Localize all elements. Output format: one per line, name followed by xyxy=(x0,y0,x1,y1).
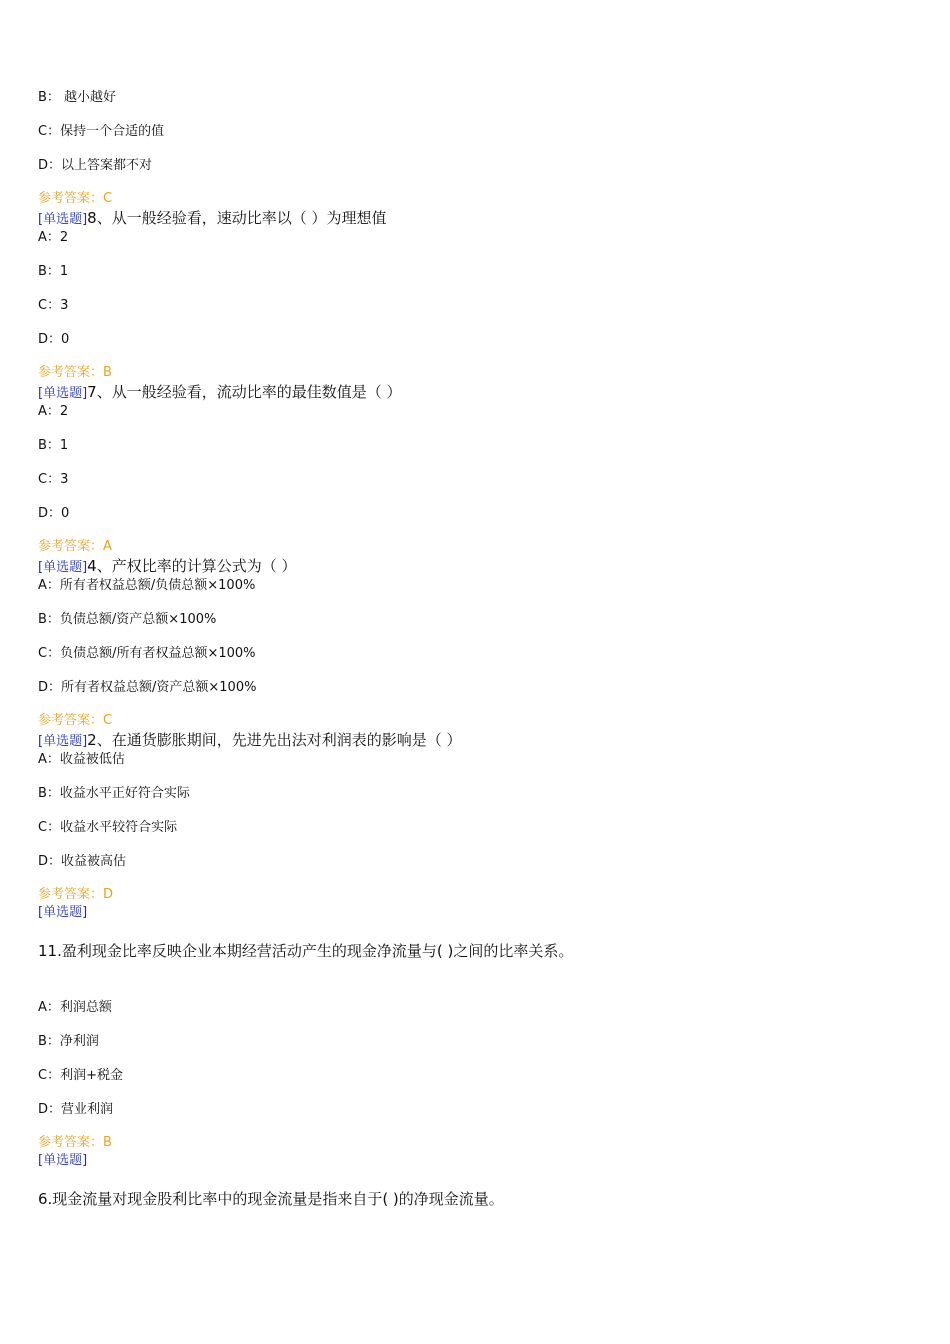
question-heading xyxy=(38,730,918,750)
question-block-11 xyxy=(38,904,918,1152)
document-page xyxy=(38,88,918,1210)
question-text: 11.盈利现金比率反映企业本期经营活动产生的现金净流量与( )之间的比率关系。 xyxy=(38,942,574,960)
question-type-tag: [单选题] xyxy=(38,212,88,227)
option-c: C：保持一个合适的值 xyxy=(38,124,165,139)
option-c: C：3 xyxy=(38,298,69,313)
question-heading xyxy=(38,556,918,576)
question-block-4 xyxy=(38,556,918,730)
option-c: C：3 xyxy=(38,472,69,487)
question-number: 7 xyxy=(87,383,97,401)
question-block-2 xyxy=(38,730,918,904)
option-a: A：利润总额 xyxy=(38,1000,112,1015)
option-b: B：1 xyxy=(38,264,69,279)
option-c: C：收益水平较符合实际 xyxy=(38,820,178,835)
question-type-tag: [单选题] xyxy=(38,905,88,920)
option-a: A：2 xyxy=(38,230,69,245)
question-number: 4 xyxy=(87,557,97,575)
option-d: D：所有者权益总额/资产总额×100% xyxy=(38,680,257,695)
option-d: D：收益被高估 xyxy=(38,854,127,869)
question-block-7 xyxy=(38,382,918,556)
option-d: D：0 xyxy=(38,332,70,347)
option-b: B：收益水平正好符合实际 xyxy=(38,786,190,801)
option-c: C：负债总额/所有者权益总额×100% xyxy=(38,646,256,661)
question-type-tag: [单选题] xyxy=(38,386,88,401)
question-type-tag: [单选题] xyxy=(38,1153,88,1168)
question-type-tag: [单选题] xyxy=(38,560,88,575)
option-b: B：1 xyxy=(38,438,69,453)
reference-answer: 参考答案：C xyxy=(38,713,113,728)
question-block-continuation xyxy=(38,88,918,208)
option-b: B：负债总额/资产总额×100% xyxy=(38,612,217,627)
question-text: 、在通货膨胀期间，先进先出法对利润表的影响是（ ） xyxy=(96,731,462,749)
reference-answer: 参考答案：B xyxy=(38,365,112,380)
reference-answer: 参考答案：B xyxy=(38,1135,112,1150)
option-a: A：收益被低估 xyxy=(38,752,125,767)
reference-answer: 参考答案：D xyxy=(38,887,114,902)
question-number: 2 xyxy=(87,731,97,749)
question-heading xyxy=(38,382,918,402)
option-d: D：营业利润 xyxy=(38,1102,114,1117)
question-heading xyxy=(38,208,918,228)
option-c: C：利润+税金 xyxy=(38,1068,123,1083)
reference-answer: 参考答案：A xyxy=(38,539,112,554)
question-text: 、从一般经验看，流动比率的最佳数值是（ ） xyxy=(96,383,402,401)
option-a: A：所有者权益总额/负债总额×100% xyxy=(38,578,256,593)
reference-answer: 参考答案：C xyxy=(38,191,113,206)
question-text: 6.现金流量对现金股利比率中的现金流量是指来自于( )的净现金流量。 xyxy=(38,1190,504,1208)
question-block-8 xyxy=(38,208,918,382)
option-b: B：净利润 xyxy=(38,1034,99,1049)
question-type-tag: [单选题] xyxy=(38,734,88,749)
question-text: 、产权比率的计算公式为（ ） xyxy=(96,557,297,575)
option-a: A：2 xyxy=(38,404,69,419)
option-b: B： 越小越好 xyxy=(38,90,117,105)
option-d: D：以上答案都不对 xyxy=(38,158,153,173)
question-text: 、从一般经验看，速动比率以（ ）为理想值 xyxy=(96,209,387,227)
option-d: D：0 xyxy=(38,506,70,521)
question-number: 8 xyxy=(87,209,97,227)
question-block-6 xyxy=(38,1152,918,1210)
